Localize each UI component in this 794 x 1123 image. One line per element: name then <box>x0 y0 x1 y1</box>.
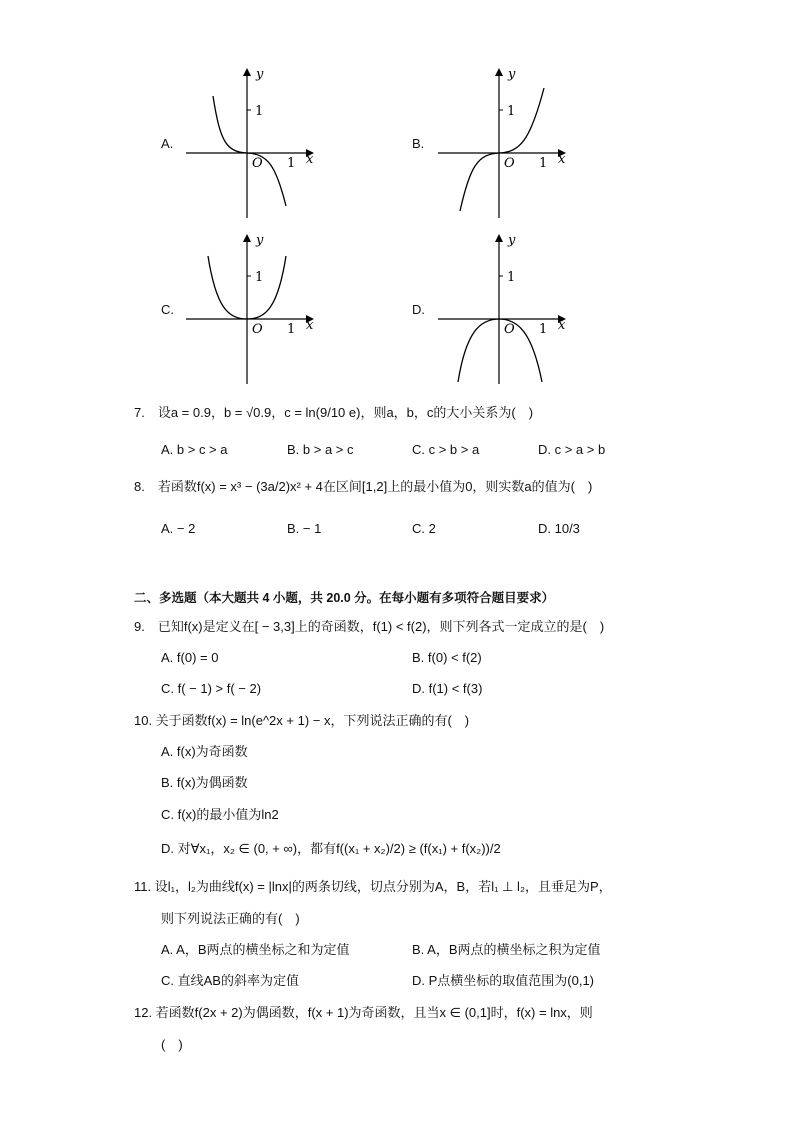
q8-option-b: B. − 1 <box>287 521 322 536</box>
graph-b-y-label: y <box>508 67 516 82</box>
q7-option-d: D. c > a > b <box>538 442 606 457</box>
q9-option-a: A. f(0) = 0 <box>161 650 219 665</box>
q11-option-a: A. A，B两点的横坐标之和为定值 <box>161 942 350 957</box>
graph-d-origin: O <box>504 322 515 337</box>
graph-label-a: A. <box>161 136 174 151</box>
graph-b-one-x: 1 <box>539 156 548 171</box>
graph-d-x-label: x <box>558 318 566 333</box>
graph-c <box>180 232 320 388</box>
q8-option-c: C. 2 <box>412 521 436 536</box>
q8-option-a: A. − 2 <box>161 521 196 536</box>
graph-a-origin: O <box>252 156 263 171</box>
q8-option-d: D. 10/3 <box>538 521 580 536</box>
q11-stem-continued: 则下列说法正确的有( ) <box>161 911 300 926</box>
graph-a <box>180 66 320 222</box>
q11-stem: 11. 设l₁，l₂为曲线f(x) = |lnx|的两条切线，切点分别为A，B，若l₁ ⊥ l₂，且垂足为P， <box>134 879 612 894</box>
q8-stem: 8. 若函数f(x) = x³ − (3a/2)x² + 4在区间[1,2]上的最小值为0，则实数a的值为( ) <box>134 479 593 494</box>
graph-d-y-label: y <box>508 233 516 248</box>
graph-c-origin: O <box>252 322 263 337</box>
q7-stem: 7. 设a = 0.9，b = √0.9，c = ln(9/10 e)，则a，b，c的大小关系为( ) <box>134 405 534 420</box>
q11-option-b: B. A，B两点的横坐标之积为定值 <box>412 942 601 957</box>
graph-label-b: B. <box>412 136 425 151</box>
graph-b-one-y: 1 <box>507 104 516 119</box>
q9-option-d: D. f(1) < f(3) <box>412 681 483 696</box>
q12-stem-continued: ( ) <box>161 1037 183 1052</box>
graph-a-x-label: x <box>306 152 314 167</box>
q9-option-c: C. f( − 1) > f( − 2) <box>161 681 262 696</box>
graph-label-d: D. <box>412 302 425 317</box>
graph-b-x-label: x <box>558 152 566 167</box>
q12-stem: 12. 若函数f(2x + 2)为偶函数，f(x + 1)为奇函数，且当x ∈ (0,1]时，f(x) = lnx，则 <box>134 1005 593 1020</box>
q10-option-a: A. f(x)为奇函数 <box>161 744 248 759</box>
q10-option-b: B. f(x)为偶函数 <box>161 775 248 790</box>
q11-option-d: D. P点横坐标的取值范围为(0,1) <box>412 973 595 988</box>
graph-d-one-y: 1 <box>507 270 516 285</box>
q7-option-a: A. b > c > a <box>161 442 228 457</box>
q10-stem: 10. 关于函数f(x) = ln(e^2x + 1) − x，下列说法正确的有( ) <box>134 713 470 728</box>
q11-option-c: C. 直线AB的斜率为定值 <box>161 973 299 988</box>
graph-label-c: C. <box>161 302 174 317</box>
graph-b <box>432 66 572 222</box>
graph-d <box>432 232 572 388</box>
q10-option-c: C. f(x)的最小值为ln2 <box>161 807 279 822</box>
graph-d-one-x: 1 <box>539 322 548 337</box>
q7-option-b: B. b > a > c <box>287 442 354 457</box>
graph-a-y-label: y <box>256 67 264 82</box>
graph-c-x-label: x <box>306 318 314 333</box>
graph-a-one-y: 1 <box>255 104 264 119</box>
q9-option-b: B. f(0) < f(2) <box>412 650 482 665</box>
graph-b-origin: O <box>504 156 515 171</box>
section-2-header: 二、多选题（本大题共 4 小题，共 20.0 分。在每小题有多项符合题目要求） <box>134 591 555 605</box>
q7-option-c: C. c > b > a <box>412 442 480 457</box>
graph-a-one-x: 1 <box>287 156 296 171</box>
graph-c-one-x: 1 <box>287 322 296 337</box>
graph-c-y-label: y <box>256 233 264 248</box>
graph-c-one-y: 1 <box>255 270 264 285</box>
q10-option-d: D. 对∀x₁，x₂ ∈ (0, + ∞)，都有f((x₁ + x₂)/2) ≥ (f(x₁) + f(x₂))/2 <box>161 841 501 856</box>
q9-stem: 9. 已知f(x)是定义在[ − 3,3]上的奇函数，f(1) < f(2)，则下列各式一定成立的是( ) <box>134 619 605 634</box>
